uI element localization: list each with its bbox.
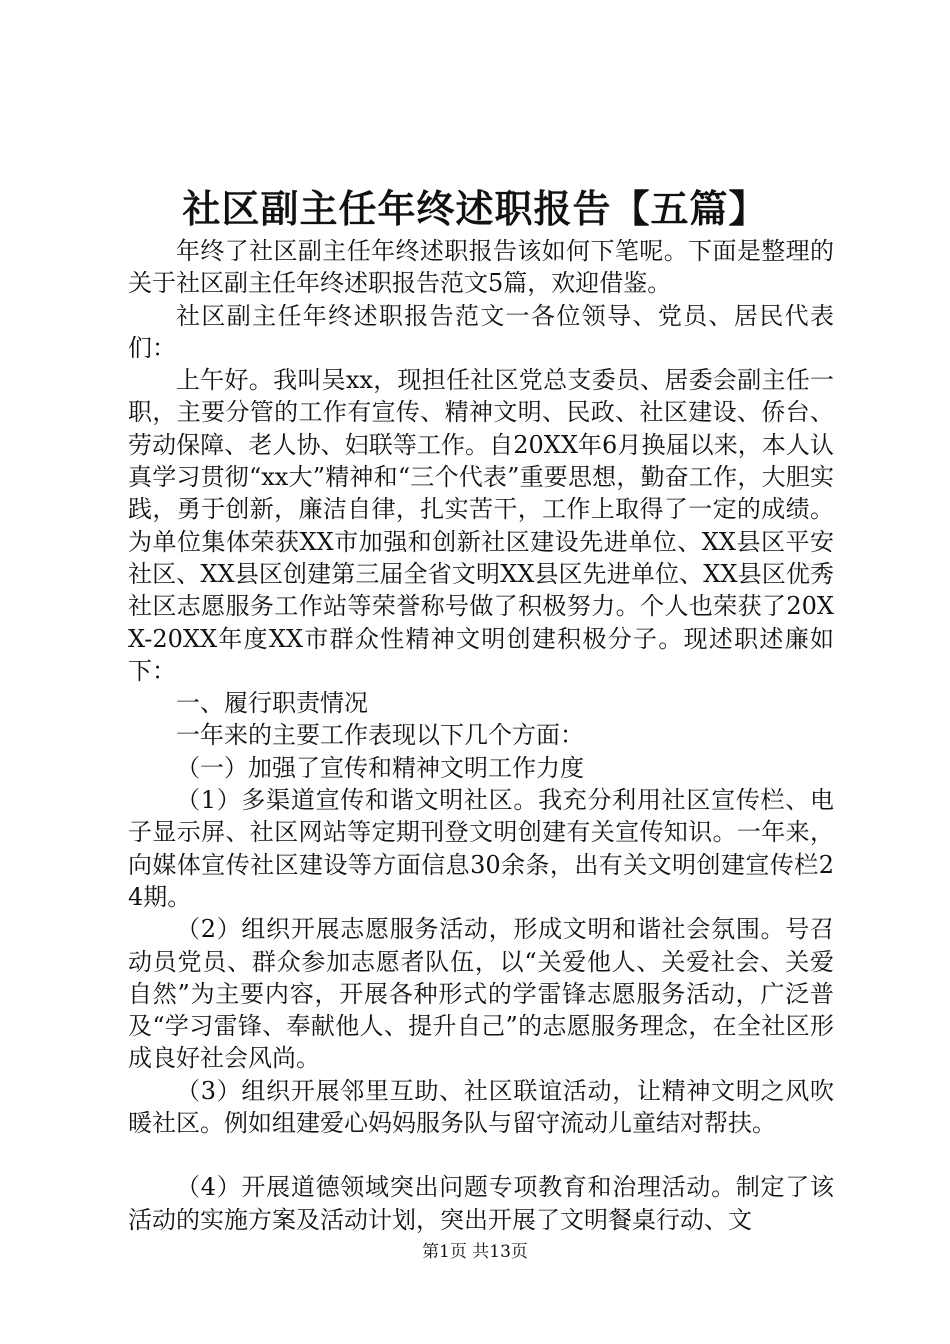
paragraph-item-1: （1）多渠道宣传和谐文明社区。我充分利用社区宣传栏、电子显示屏、社区网站等定期刊登文明创建有关宣传知识。一年来，向媒体宣传社区建设等方面信息30余条，出有关文明创建宣传栏24期。 <box>128 786 834 911</box>
paragraph-item-3: （3）组织开展邻里互助、社区联谊活动，让精神文明之风吹暖社区。例如组建爱心妈妈服务队与留守流动儿童结对帮扶。 <box>128 1076 834 1138</box>
document-title: 社区副主任年终述职报告【五篇】 <box>182 187 768 231</box>
document-body <box>128 235 834 1236</box>
paragraph-work-overview: 一年来的主要工作表现以下几个方面： <box>176 721 584 750</box>
paragraph-self-introduction: 上午好。我叫吴xx，现担任社区党总支委员、居委会副主任一职，主要分管的工作有宣传、精神文明、民政、社区建设、侨台、劳动保障、老人协、妇联等工作。自20XX年6月换届以来，本人认真学习贯彻“xx大”精神和“三个代表”重要思想，勤奋工作，大胆实践，勇于创新，廉洁自律，扎实苦干，工作上取得了一定的成绩。为单位集体荣获XX市加强和创新社区建设先进单位、XX县区平安社区、XX县区创建第三届全省文明XX县区先进单位、XX县区优秀社区志愿服务工作站等荣誉称号做了积极努力。个人也荣获了20XX-20XX年度XX市群众性精神文明创建积极分子。现述职述廉如下： <box>128 366 834 685</box>
section-heading-duties: 一、履行职责情况 <box>176 689 368 718</box>
paragraph-item-4: （4）开展道德领域突出问题专项教育和治理活动。制定了该活动的实施方案及活动计划，突出开展了文明餐桌行动、文 <box>128 1173 834 1234</box>
paragraph-intro: 年终了社区副主任年终述职报告该如何下笔呢。下面是整理的关于社区副主任年终述职报告范文5篇，欢迎借鉴。 <box>128 237 834 298</box>
paragraph-item-2: （2）组织开展志愿服务活动，形成文明和谐社会氛围。号召动员党员、群众参加志愿者队伍，以“关爱他人、关爱社会、关爱自然”为主要内容，开展各种形式的学雷锋志愿服务活动，广泛普及“学习雷锋、奉献他人、提升自己”的志愿服务理念，在全社区形成良好社会风尚。 <box>128 915 834 1073</box>
paragraph-greeting: 社区副主任年终述职报告范文一各位领导、党员、居民代表们： <box>128 301 834 362</box>
page-number-footer: 第1页 共13页 <box>422 1242 528 1262</box>
subsection-heading-publicity: （一）加强了宣传和精神文明工作力度 <box>176 753 584 782</box>
